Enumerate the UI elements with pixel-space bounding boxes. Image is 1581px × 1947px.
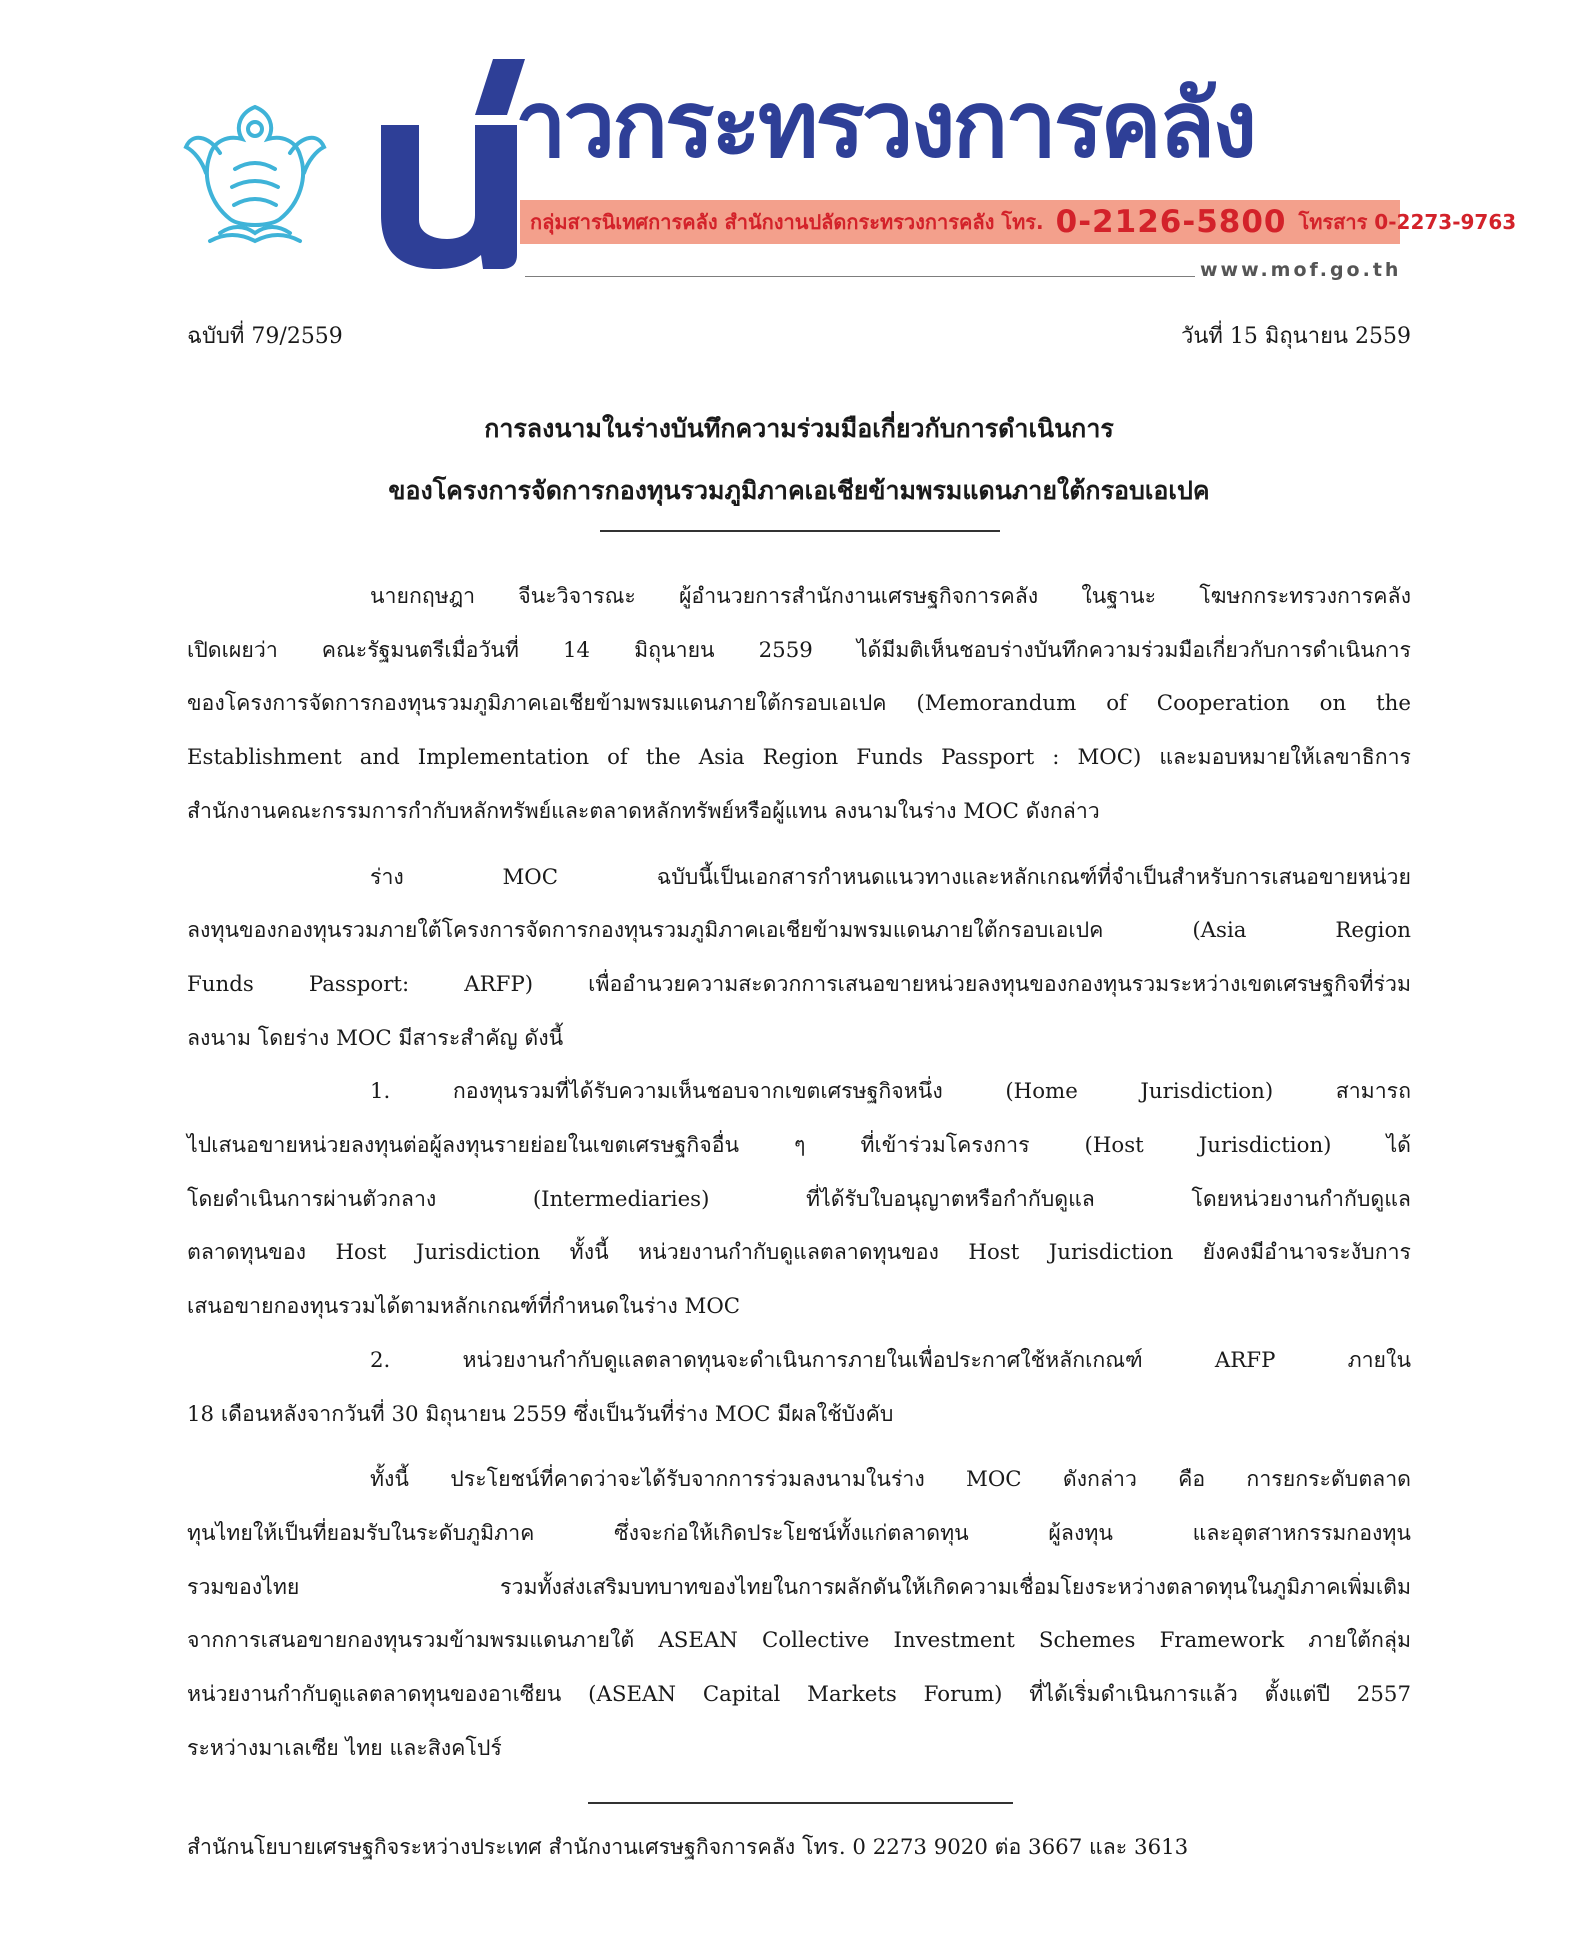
body-line: ลงนาม โดยร่าง MOC มีสาระสำคัญ ดังนี้ [187, 1025, 564, 1051]
website-link[interactable]: www.mof.go.th [1200, 259, 1402, 281]
contact-bar [520, 200, 1517, 244]
body-line: รวมของไทย รวมทั้งส่งเสริมบทบาทของไทยในการผลักดันให้เกิดความเชื่อมโยงระหว่างตลาดทุนในภูมิภาคเพิ่มเติม [187, 1574, 1411, 1600]
body-line: ทั้งนี้ ประโยชน์ที่คาดว่าจะได้รับจากการร่วมลงนามในร่าง MOC ดังกล่าว คือ การยกระดับตลาด [370, 1467, 1411, 1493]
masthead-title: าวกระทรวงการคลัง [515, 71, 1255, 178]
header-divider [525, 276, 1195, 277]
body-line: ลงทุนของกองทุนรวมภายใต้โครงการจัดการกองทุนรวมภูมิภาคเอเชียข้ามพรมแดนภายใต้กรอบเอเปค (Asia Region [187, 918, 1411, 944]
issue-date: วันที่ 15 มิถุนายน 2559 [1180, 324, 1411, 349]
body-line: ไปเสนอขายหน่วยลงทุนต่อผู้ลงทุนรายย่อยในเขตเศรษฐกิจอื่น ๆ ที่เข้าร่วมโครงการ (Host Jurisdiction) ได้ [187, 1133, 1411, 1159]
body-line: Establishment and Implementation of the Asia Region Funds Passport : MOC) และมอบหมายให้เลขาธิการ [187, 745, 1411, 771]
body-line: ร่าง MOC ฉบับนี้เป็นเอกสารกำหนดแนวทางและหลักเกณฑ์ที่จำเป็นสำหรับการเสนอขายหน่วย [370, 864, 1411, 890]
issue-number: ฉบับที่ 79/2559 [187, 324, 343, 349]
garuda-emblem-icon [180, 95, 330, 245]
body-line: เสนอขายกองทุนรวมได้ตามหลักเกณฑ์ที่กำหนดในร่าง MOC [187, 1294, 741, 1320]
page-title [187, 398, 1411, 522]
body-line: ทุนไทยให้เป็นที่ยอมรับในระดับภูมิภาค ซึ่งจะก่อให้เกิดประโยชน์ทั้งแก่ตลาดทุน ผู้ลงทุน และอุตสาหกรรมกองทุน [187, 1520, 1411, 1546]
masthead-header [0, 0, 1581, 290]
body-line: ระหว่างมาเลเซีย ไทย และสิงคโปร์ [187, 1735, 502, 1761]
body-line: ของโครงการจัดการกองทุนรวมภูมิภาคเอเชียข้ามพรมแดนภายใต้กรอบเอเปค (Memorandum of Cooperation on the [187, 691, 1411, 717]
title-line: ของโครงการจัดการกองทุนรวมภูมิภาคเอเชียข้ามพรมแดนภายใต้กรอบเอเปค [388, 476, 1210, 505]
contact-fax: โทรสาร 0-2273-9763 [1298, 210, 1517, 234]
body-line: ตลาดทุนของ Host Jurisdiction ทั้งนี้ หน่วยงานกำกับดูแลตลาดทุนของ Host Jurisdiction ยังคงมีอำนาจระงับการ [187, 1240, 1411, 1266]
article-body [187, 570, 1411, 1775]
footer-contact: สำนักนโยบายเศรษฐกิจระหว่างประเทศ สำนักงานเศรษฐกิจการคลัง โทร. 0 2273 9020 ต่อ 3667 และ 3613 [187, 1835, 1189, 1860]
logo-letter-kho-icon [375, 55, 535, 270]
contact-office: กลุ่มสารนิเทศการคลัง สำนักงานปลัดกระทรวงการคลัง โทร. [530, 210, 1044, 234]
title-divider [600, 530, 1000, 532]
body-line: จากการเสนอขายกองทุนรวมข้ามพรมแดนภายใต้ ASEAN Collective Investment Schemes Framework ภายใต้กลุ่ม [187, 1628, 1411, 1654]
footer-divider [588, 1802, 1013, 1804]
body-line: 18 เดือนหลังจากวันที่ 30 มิถุนายน 2559 ซึ่งเป็นวันที่ร่าง MOC มีผลใช้บังคับ [187, 1401, 894, 1427]
body-line: Funds Passport: ARFP) เพื่ออำนวยความสะดวกการเสนอขายหน่วยลงทุนของกองทุนรวมระหว่างเขตเศรษฐกิจที่ร่วม [187, 971, 1411, 997]
body-line: 1. กองทุนรวมที่ได้รับความเห็นชอบจากเขตเศรษฐกิจหนึ่ง (Home Jurisdiction) สามารถ [370, 1079, 1411, 1105]
body-line: หน่วยงานกำกับดูแลตลาดทุนของอาเซียน (ASEAN Capital Markets Forum) ที่ได้เริ่มดำเนินการแล้ว ตั้งแต่ปี 2557 [187, 1682, 1411, 1708]
title-line: การลงนามในร่างบันทึกความร่วมมือเกี่ยวกับการดำเนินการ [484, 414, 1114, 443]
body-line: เปิดเผยว่า คณะรัฐมนตรีเมื่อวันที่ 14 มิถุนายน 2559 ได้มีมติเห็นชอบร่างบันทึกความร่วมมือเกี่ยวกับการดำเนินการ [187, 637, 1411, 663]
body-line: นายกฤษฎา จีนะวิจารณะ ผู้อำนวยการสำนักงานเศรษฐกิจการคลัง ในฐานะ โฆษกกระทรวงการคลัง [370, 584, 1411, 609]
contact-phone: 0-2126-5800 [1055, 204, 1287, 240]
body-line: สำนักงานคณะกรรมการกำกับหลักทรัพย์และตลาดหลักทรัพย์หรือผู้แทน ลงนามในร่าง MOC ดังกล่าว [187, 798, 1100, 824]
body-line: โดยดำเนินการผ่านตัวกลาง (Intermediaries) ที่ได้รับใบอนุญาตหรือกำกับดูแล โดยหน่วยงานกำกับดูแล [187, 1186, 1411, 1212]
body-line: 2. หน่วยงานกำกับดูแลตลาดทุนจะดำเนินการภายในเพื่อประกาศใช้หลักเกณฑ์ ARFP ภายใน [370, 1347, 1411, 1373]
